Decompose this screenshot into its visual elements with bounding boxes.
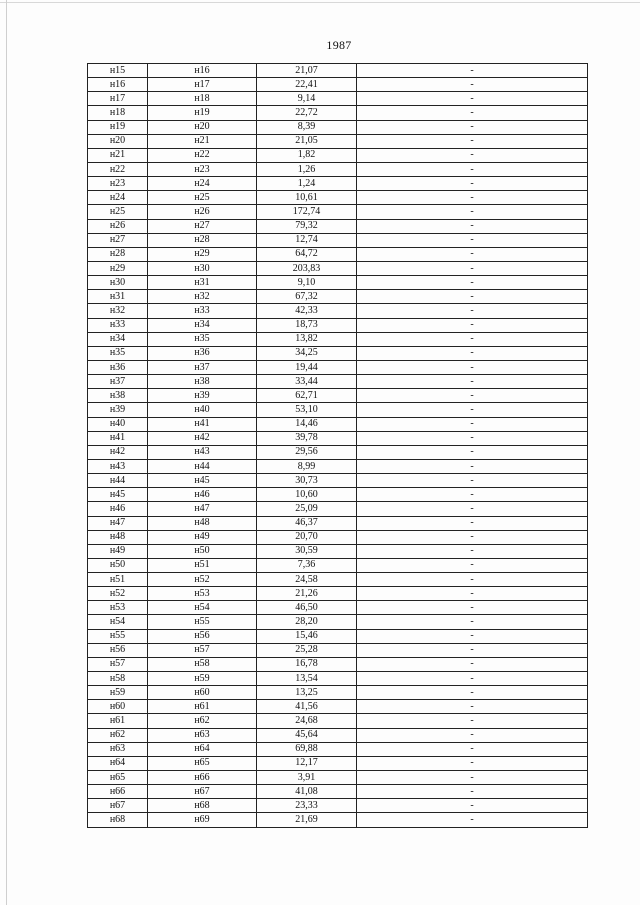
length-cell: 25,09 <box>257 502 357 516</box>
length-cell: 30,59 <box>257 544 357 558</box>
from-point-cell: н17 <box>88 92 148 106</box>
to-point-cell: н21 <box>148 134 257 148</box>
table-row <box>88 643 588 657</box>
length-cell: 9,10 <box>257 276 357 290</box>
length-cell: 10,61 <box>257 191 357 205</box>
note-cell: - <box>357 375 588 389</box>
note-cell: - <box>357 92 588 106</box>
table-row <box>88 233 588 247</box>
table-row <box>88 78 588 92</box>
scan-edge-top <box>0 2 640 3</box>
length-cell: 22,72 <box>257 106 357 120</box>
note-cell: - <box>357 445 588 459</box>
length-cell: 46,50 <box>257 601 357 615</box>
from-point-cell: н15 <box>88 64 148 78</box>
to-point-cell: н43 <box>148 445 257 459</box>
table-row <box>88 771 588 785</box>
to-point-cell: н45 <box>148 474 257 488</box>
to-point-cell: н59 <box>148 672 257 686</box>
table-row <box>88 417 588 431</box>
note-cell: - <box>357 233 588 247</box>
from-point-cell: н41 <box>88 431 148 445</box>
from-point-cell: н30 <box>88 276 148 290</box>
table-row <box>88 587 588 601</box>
to-point-cell: н68 <box>148 799 257 813</box>
table-row <box>88 474 588 488</box>
to-point-cell: н41 <box>148 417 257 431</box>
to-point-cell: н46 <box>148 488 257 502</box>
note-cell: - <box>357 346 588 360</box>
table-row <box>88 403 588 417</box>
length-cell: 18,73 <box>257 318 357 332</box>
table-row <box>88 332 588 346</box>
from-point-cell: н33 <box>88 318 148 332</box>
length-cell: 12,74 <box>257 233 357 247</box>
table-row <box>88 290 588 304</box>
note-cell: - <box>357 700 588 714</box>
length-cell: 24,68 <box>257 714 357 728</box>
length-cell: 53,10 <box>257 403 357 417</box>
from-point-cell: н57 <box>88 657 148 671</box>
table-row <box>88 389 588 403</box>
note-cell: - <box>357 502 588 516</box>
note-cell: - <box>357 276 588 290</box>
to-point-cell: н57 <box>148 643 257 657</box>
from-point-cell: н29 <box>88 261 148 275</box>
from-point-cell: н18 <box>88 106 148 120</box>
from-point-cell: н66 <box>88 785 148 799</box>
from-point-cell: н28 <box>88 247 148 261</box>
to-point-cell: н47 <box>148 502 257 516</box>
to-point-cell: н61 <box>148 700 257 714</box>
length-cell: 46,37 <box>257 516 357 530</box>
to-point-cell: н65 <box>148 756 257 770</box>
length-cell: 13,25 <box>257 686 357 700</box>
to-point-cell: н53 <box>148 587 257 601</box>
note-cell: - <box>357 728 588 742</box>
from-point-cell: н46 <box>88 502 148 516</box>
length-cell: 67,32 <box>257 290 357 304</box>
note-cell: - <box>357 148 588 162</box>
length-cell: 62,71 <box>257 389 357 403</box>
note-cell: - <box>357 530 588 544</box>
note-cell: - <box>357 318 588 332</box>
from-point-cell: н47 <box>88 516 148 530</box>
note-cell: - <box>357 219 588 233</box>
from-point-cell: н22 <box>88 162 148 176</box>
length-cell: 19,44 <box>257 360 357 374</box>
from-point-cell: н37 <box>88 375 148 389</box>
to-point-cell: н22 <box>148 148 257 162</box>
from-point-cell: н31 <box>88 290 148 304</box>
note-cell: - <box>357 558 588 572</box>
page-number: 1987 <box>326 38 352 52</box>
from-point-cell: н63 <box>88 742 148 756</box>
note-cell: - <box>357 78 588 92</box>
table-row <box>88 615 588 629</box>
to-point-cell: н66 <box>148 771 257 785</box>
length-cell: 22,41 <box>257 78 357 92</box>
from-point-cell: н53 <box>88 601 148 615</box>
from-point-cell: н60 <box>88 700 148 714</box>
length-cell: 15,46 <box>257 629 357 643</box>
table-row <box>88 756 588 770</box>
note-cell: - <box>357 304 588 318</box>
to-point-cell: н52 <box>148 573 257 587</box>
to-point-cell: н37 <box>148 360 257 374</box>
note-cell: - <box>357 742 588 756</box>
table-row <box>88 106 588 120</box>
note-cell: - <box>357 106 588 120</box>
length-cell: 1,24 <box>257 177 357 191</box>
note-cell: - <box>357 120 588 134</box>
from-point-cell: н32 <box>88 304 148 318</box>
table-row <box>88 304 588 318</box>
table-row <box>88 92 588 106</box>
length-cell: 172,74 <box>257 205 357 219</box>
length-cell: 21,07 <box>257 64 357 78</box>
note-cell: - <box>357 474 588 488</box>
length-cell: 3,91 <box>257 771 357 785</box>
table-row <box>88 728 588 742</box>
length-cell: 23,33 <box>257 799 357 813</box>
note-cell: - <box>357 261 588 275</box>
from-point-cell: н42 <box>88 445 148 459</box>
to-point-cell: н27 <box>148 219 257 233</box>
length-cell: 41,56 <box>257 700 357 714</box>
length-cell: 25,28 <box>257 643 357 657</box>
to-point-cell: н38 <box>148 375 257 389</box>
from-point-cell: н34 <box>88 332 148 346</box>
length-cell: 9,14 <box>257 92 357 106</box>
note-cell: - <box>357 601 588 615</box>
length-cell: 14,46 <box>257 417 357 431</box>
note-cell: - <box>357 686 588 700</box>
table-row <box>88 502 588 516</box>
length-cell: 79,32 <box>257 219 357 233</box>
to-point-cell: н33 <box>148 304 257 318</box>
note-cell: - <box>357 290 588 304</box>
table-row <box>88 558 588 572</box>
from-point-cell: н55 <box>88 629 148 643</box>
table-row <box>88 261 588 275</box>
length-cell: 34,25 <box>257 346 357 360</box>
from-point-cell: н56 <box>88 643 148 657</box>
to-point-cell: н24 <box>148 177 257 191</box>
note-cell: - <box>357 459 588 473</box>
table-row <box>88 672 588 686</box>
from-point-cell: н64 <box>88 756 148 770</box>
table-row <box>88 247 588 261</box>
to-point-cell: н67 <box>148 785 257 799</box>
table-row <box>88 544 588 558</box>
table-row <box>88 573 588 587</box>
to-point-cell: н20 <box>148 120 257 134</box>
to-point-cell: н51 <box>148 558 257 572</box>
table-row <box>88 686 588 700</box>
to-point-cell: н64 <box>148 742 257 756</box>
length-cell: 64,72 <box>257 247 357 261</box>
to-point-cell: н60 <box>148 686 257 700</box>
length-cell: 12,17 <box>257 756 357 770</box>
to-point-cell: н69 <box>148 813 257 827</box>
note-cell: - <box>357 785 588 799</box>
table-row <box>88 488 588 502</box>
length-cell: 13,82 <box>257 332 357 346</box>
length-cell: 24,58 <box>257 573 357 587</box>
from-point-cell: н45 <box>88 488 148 502</box>
length-cell: 1,26 <box>257 162 357 176</box>
to-point-cell: н23 <box>148 162 257 176</box>
table-row <box>88 813 588 827</box>
length-cell: 29,56 <box>257 445 357 459</box>
table-row <box>88 601 588 615</box>
to-point-cell: н42 <box>148 431 257 445</box>
table-row <box>88 742 588 756</box>
length-cell: 42,33 <box>257 304 357 318</box>
table-row <box>88 785 588 799</box>
from-point-cell: н62 <box>88 728 148 742</box>
length-cell: 21,69 <box>257 813 357 827</box>
table-row <box>88 162 588 176</box>
from-point-cell: н50 <box>88 558 148 572</box>
to-point-cell: н40 <box>148 403 257 417</box>
to-point-cell: н16 <box>148 64 257 78</box>
to-point-cell: н34 <box>148 318 257 332</box>
note-cell: - <box>357 205 588 219</box>
to-point-cell: н58 <box>148 657 257 671</box>
length-cell: 13,54 <box>257 672 357 686</box>
from-point-cell: н16 <box>88 78 148 92</box>
scan-edge-left <box>6 0 7 905</box>
note-cell: - <box>357 516 588 530</box>
length-cell: 69,88 <box>257 742 357 756</box>
note-cell: - <box>357 573 588 587</box>
to-point-cell: н19 <box>148 106 257 120</box>
to-point-cell: н48 <box>148 516 257 530</box>
to-point-cell: н35 <box>148 332 257 346</box>
note-cell: - <box>357 799 588 813</box>
table-row <box>88 431 588 445</box>
note-cell: - <box>357 488 588 502</box>
to-point-cell: н29 <box>148 247 257 261</box>
note-cell: - <box>357 177 588 191</box>
note-cell: - <box>357 643 588 657</box>
note-cell: - <box>357 64 588 78</box>
table-row <box>88 177 588 191</box>
note-cell: - <box>357 771 588 785</box>
from-point-cell: н65 <box>88 771 148 785</box>
from-point-cell: н52 <box>88 587 148 601</box>
table-row <box>88 700 588 714</box>
length-cell: 7,36 <box>257 558 357 572</box>
to-point-cell: н44 <box>148 459 257 473</box>
to-point-cell: н63 <box>148 728 257 742</box>
from-point-cell: н58 <box>88 672 148 686</box>
to-point-cell: н55 <box>148 615 257 629</box>
table-row <box>88 191 588 205</box>
table-body <box>88 64 588 828</box>
length-cell: 28,20 <box>257 615 357 629</box>
from-point-cell: н51 <box>88 573 148 587</box>
table-row <box>88 459 588 473</box>
note-cell: - <box>357 332 588 346</box>
length-cell: 33,44 <box>257 375 357 389</box>
table-row <box>88 205 588 219</box>
from-point-cell: н68 <box>88 813 148 827</box>
note-cell: - <box>357 360 588 374</box>
note-cell: - <box>357 431 588 445</box>
table-row <box>88 657 588 671</box>
from-point-cell: н25 <box>88 205 148 219</box>
to-point-cell: н54 <box>148 601 257 615</box>
length-cell: 8,99 <box>257 459 357 473</box>
table-row <box>88 375 588 389</box>
to-point-cell: н56 <box>148 629 257 643</box>
note-cell: - <box>357 403 588 417</box>
from-point-cell: н20 <box>88 134 148 148</box>
note-cell: - <box>357 162 588 176</box>
from-point-cell: н19 <box>88 120 148 134</box>
from-point-cell: н21 <box>88 148 148 162</box>
from-point-cell: н44 <box>88 474 148 488</box>
from-point-cell: н43 <box>88 459 148 473</box>
table-row <box>88 346 588 360</box>
table-row <box>88 276 588 290</box>
table-row <box>88 360 588 374</box>
note-cell: - <box>357 544 588 558</box>
table-row <box>88 516 588 530</box>
to-point-cell: н62 <box>148 714 257 728</box>
to-point-cell: н31 <box>148 276 257 290</box>
to-point-cell: н17 <box>148 78 257 92</box>
from-point-cell: н35 <box>88 346 148 360</box>
table-row <box>88 134 588 148</box>
from-point-cell: н23 <box>88 177 148 191</box>
length-cell: 45,64 <box>257 728 357 742</box>
to-point-cell: н39 <box>148 389 257 403</box>
note-cell: - <box>357 756 588 770</box>
length-cell: 21,26 <box>257 587 357 601</box>
to-point-cell: н50 <box>148 544 257 558</box>
length-cell: 30,73 <box>257 474 357 488</box>
to-point-cell: н26 <box>148 205 257 219</box>
to-point-cell: н32 <box>148 290 257 304</box>
table-row <box>88 120 588 134</box>
to-point-cell: н49 <box>148 530 257 544</box>
boundary-segments-table <box>87 63 588 828</box>
from-point-cell: н36 <box>88 360 148 374</box>
from-point-cell: н49 <box>88 544 148 558</box>
from-point-cell: н24 <box>88 191 148 205</box>
length-cell: 41,08 <box>257 785 357 799</box>
note-cell: - <box>357 587 588 601</box>
note-cell: - <box>357 672 588 686</box>
to-point-cell: н30 <box>148 261 257 275</box>
note-cell: - <box>357 615 588 629</box>
length-cell: 1,82 <box>257 148 357 162</box>
length-cell: 8,39 <box>257 120 357 134</box>
table-row <box>88 629 588 643</box>
to-point-cell: н28 <box>148 233 257 247</box>
from-point-cell: н67 <box>88 799 148 813</box>
length-cell: 203,83 <box>257 261 357 275</box>
to-point-cell: н25 <box>148 191 257 205</box>
to-point-cell: н36 <box>148 346 257 360</box>
length-cell: 16,78 <box>257 657 357 671</box>
table-row <box>88 318 588 332</box>
from-point-cell: н61 <box>88 714 148 728</box>
table-row <box>88 64 588 78</box>
table-row <box>88 445 588 459</box>
note-cell: - <box>357 247 588 261</box>
from-point-cell: н27 <box>88 233 148 247</box>
note-cell: - <box>357 629 588 643</box>
table-row <box>88 148 588 162</box>
from-point-cell: н38 <box>88 389 148 403</box>
length-cell: 39,78 <box>257 431 357 445</box>
length-cell: 10,60 <box>257 488 357 502</box>
from-point-cell: н48 <box>88 530 148 544</box>
to-point-cell: н18 <box>148 92 257 106</box>
note-cell: - <box>357 657 588 671</box>
note-cell: - <box>357 813 588 827</box>
from-point-cell: н39 <box>88 403 148 417</box>
length-cell: 21,05 <box>257 134 357 148</box>
from-point-cell: н26 <box>88 219 148 233</box>
table-row <box>88 799 588 813</box>
note-cell: - <box>357 191 588 205</box>
note-cell: - <box>357 389 588 403</box>
length-cell: 20,70 <box>257 530 357 544</box>
table-row <box>88 219 588 233</box>
note-cell: - <box>357 134 588 148</box>
table-row <box>88 714 588 728</box>
from-point-cell: н54 <box>88 615 148 629</box>
table-row <box>88 530 588 544</box>
note-cell: - <box>357 714 588 728</box>
note-cell: - <box>357 417 588 431</box>
from-point-cell: н59 <box>88 686 148 700</box>
from-point-cell: н40 <box>88 417 148 431</box>
